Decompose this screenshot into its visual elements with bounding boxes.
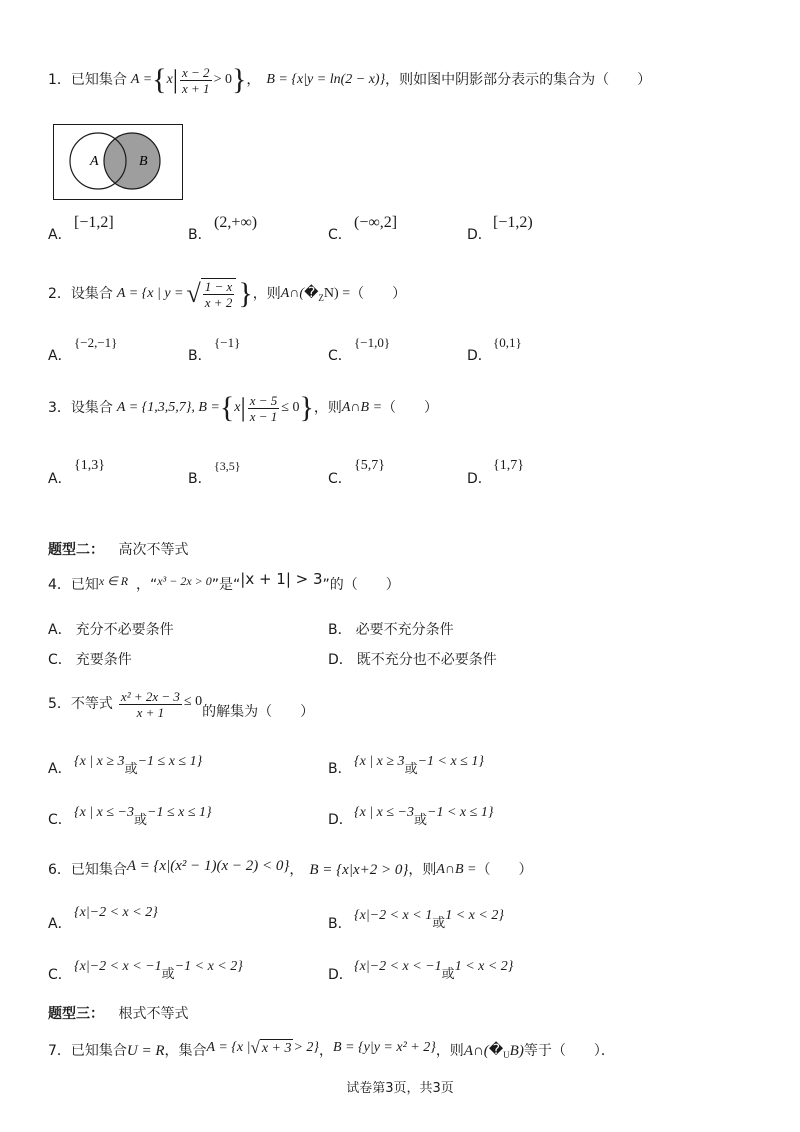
q4-number: 4． xyxy=(48,577,71,593)
q7-line xyxy=(48,1036,615,1066)
q3-number: 3． xyxy=(48,400,71,416)
q4-sep: ， xyxy=(136,577,151,593)
section-2-heading xyxy=(48,541,188,559)
q1-prefix: 已知集合 xyxy=(70,72,127,88)
q1-opt-d-label: D． xyxy=(467,227,492,243)
q2-prefix: 设集合 xyxy=(70,286,113,302)
section-3-name: 根式不等式 xyxy=(118,1006,189,1022)
q1-opt-c-value: (−∞,2] xyxy=(354,214,398,231)
q7-setA-post: > 2} xyxy=(293,1040,320,1055)
q1-setA-var: x xyxy=(166,72,173,87)
q2-opt-a-label: A． xyxy=(48,348,72,364)
venn-label-a: A xyxy=(90,154,99,169)
q7-garbled: � xyxy=(488,1043,504,1058)
page-footer: 试卷第3页，共3页 xyxy=(346,1081,454,1096)
q1-opt-b-value: (2,+∞) xyxy=(214,214,258,231)
venn-label-b: B xyxy=(139,154,148,169)
q5-post: 的解集为（ ） xyxy=(202,704,315,720)
q6-setA: A = {x|(x² − 1)(x − 2) < 0} xyxy=(126,858,290,874)
section-3-title: 题型三： xyxy=(48,1006,104,1022)
q1-line: 1． 已知集合 A = { x | $\frac{x - 2}{x + 1}$ > 0 } ， B = {x|y = ln(2 − x)} ，则如图中阴影部分表示的集合为（ ） xyxy=(48,63,652,96)
q2-sub: Z xyxy=(318,293,324,303)
q4-post: ”的（ ） xyxy=(322,577,400,593)
q7-sub: U xyxy=(503,1050,510,1060)
q3-fraction: $\frac{x - 5}{x - 1}$ xyxy=(249,392,278,424)
q1-opt-b-label: B． xyxy=(188,227,212,243)
q2-opt-b-label: B． xyxy=(188,348,212,364)
q6-post-mid: ，则 xyxy=(408,862,437,878)
q6-setB: B = {x|x+2 > 0} xyxy=(309,862,409,878)
q1-post: ，则如图中阴影部分表示的集合为（ ） xyxy=(385,72,652,88)
q1-opt-c-label: C． xyxy=(328,227,352,243)
q4-opt-b: B． 必要不充分条件 xyxy=(328,622,454,638)
q4-cond2: |x + 1| > 3 xyxy=(240,570,323,588)
q4-prefix: 已知 xyxy=(70,577,99,593)
q5-opt-b-value: {x | x ≥ 3或−1 < x ≤ 1} xyxy=(354,754,484,777)
q2-setA-lhs: A = {x | y = xyxy=(116,286,184,301)
q2-garbled: � xyxy=(304,286,319,301)
q2-close-brace: } xyxy=(238,277,253,310)
q2-opt-d-value: {0,1} xyxy=(493,335,522,350)
q6-opt-b-label: B． xyxy=(328,916,352,932)
q5-prefix: 不等式 xyxy=(70,696,113,712)
q5-opt-c-label: C． xyxy=(48,812,72,828)
q3-post: （ ） xyxy=(382,400,439,416)
q1-opt-a-value: [−1,2] xyxy=(74,214,114,231)
q5-fraction: $\frac{\text{x² + 2x − 3}}{x + 1}$ xyxy=(120,688,180,720)
q7-sep: ， xyxy=(319,1043,334,1059)
q2-opt-a-value: {−2,−1} xyxy=(74,335,118,350)
section-2-name: 高次不等式 xyxy=(118,542,189,558)
q5-number: 5． xyxy=(48,696,71,712)
q6-expr: A∩B = xyxy=(436,862,477,877)
q3-opt-d-value: {1,7} xyxy=(493,458,524,473)
q7-post-mid: ，则 xyxy=(435,1043,464,1059)
q2-post: （ ） xyxy=(350,286,407,302)
q3-opt-d-label: D． xyxy=(467,471,492,487)
q4-opt-d: D． 既不充分也不必要条件 xyxy=(328,652,497,668)
q7-number: 7． xyxy=(48,1043,71,1059)
q4-line xyxy=(48,570,400,600)
venn-diagram xyxy=(53,124,183,200)
q3-post-mid: ，则 xyxy=(313,400,342,416)
q5-opt-b-label: B． xyxy=(328,761,352,777)
q2-line xyxy=(48,274,406,314)
q3-opt-b-label: B． xyxy=(188,471,212,487)
q2-sqrt-fraction: $\frac{1 - x}{x + 2}$ xyxy=(201,278,237,310)
q7-sqrt-sign: √ xyxy=(250,1038,260,1057)
q1-opt-d-value: [−1,2) xyxy=(493,214,533,231)
q7-mid: ，集合 xyxy=(164,1043,207,1059)
q6-opt-c-value: {x|−2 < x < −1或−1 < x < 2} xyxy=(74,959,243,982)
q7-setB: B = {y|y = x² + 2} xyxy=(333,1040,436,1055)
q1-setA-rel: > 0 xyxy=(213,72,232,87)
q6-opt-a-value: {x|−2 < x < 2} xyxy=(74,905,158,920)
q1-setA-lhs: A = xyxy=(130,72,153,87)
q1-setA-fraction: $\frac{x - 2}{x + 1}$ xyxy=(182,64,210,96)
q3-setA: A = {1,3,5,7}, B = xyxy=(116,400,220,415)
q5-opt-c-value: {x | x ≤ −3或−1 ≤ x ≤ 1} xyxy=(74,805,212,828)
q5-opt-a-label: A． xyxy=(48,761,72,777)
q2-expr-end: N) = xyxy=(323,286,351,301)
q2-number: 2． xyxy=(48,286,71,302)
q4-opt-c: C． 充要条件 xyxy=(48,652,132,668)
q3-line: 3． 设集合 A = {1,3,5,7}, B = { x | $\frac{x - 5}{x - 1}$ ≤ 0 } ，则 A∩B = （ ） xyxy=(48,391,439,424)
q7-expr: A∩( xyxy=(463,1043,489,1059)
q2-expr: A∩( xyxy=(280,286,305,301)
q6-number: 6． xyxy=(48,862,71,878)
q3-opt-b-value: {3,5} xyxy=(214,459,241,473)
venn-circle-b xyxy=(104,133,160,189)
q3-rel: ≤ 0 xyxy=(281,400,300,415)
q7-sqrt-expr: x + 3 xyxy=(261,1040,292,1056)
q6-prefix: 已知集合 xyxy=(70,862,127,878)
q6-opt-b-value: {x|−2 < x < 1或1 < x < 2} xyxy=(354,908,504,931)
q1-comma: ， xyxy=(246,72,261,88)
q2-sqrt: √ xyxy=(186,279,201,308)
q3-opt-a-value: {1,3} xyxy=(74,458,105,473)
q4-open-quote: “ xyxy=(150,577,158,593)
q2-opt-d-label: D． xyxy=(467,348,492,364)
q7-expr-end: B) xyxy=(509,1043,524,1059)
q6-opt-a-label: A． xyxy=(48,916,72,932)
q3-expr: A∩B = xyxy=(341,400,383,415)
q3-prefix: 设集合 xyxy=(70,400,113,416)
q5-line xyxy=(48,682,314,726)
q4-cond0: x ∈ R xyxy=(98,574,129,588)
q2-post-mid: ，则 xyxy=(252,286,281,302)
q6-opt-d-label: D． xyxy=(328,967,353,983)
section-3-heading xyxy=(48,1005,188,1023)
q5-opt-d-value: {x | x ≤ −3或−1 < x ≤ 1} xyxy=(354,805,494,828)
q1-opt-a-label: A． xyxy=(48,227,72,243)
q6-opt-c-label: C． xyxy=(48,967,72,983)
q5-rel: ≤ 0 xyxy=(183,694,203,709)
q6-opt-d-value: {x|−2 < x < −1或1 < x < 2} xyxy=(354,959,514,982)
q7-post: 等于（ ）． xyxy=(523,1043,615,1059)
q6-sep: ， xyxy=(289,862,304,878)
q1-setB: B = {x|y = ln(2 − x)} xyxy=(266,72,386,87)
q4-opt-a: A． 充分不必要条件 xyxy=(48,622,174,638)
q2-opt-c-label: C． xyxy=(328,348,352,364)
q7-universe: U = R xyxy=(126,1043,165,1059)
q2-opt-c-value: {−1,0} xyxy=(354,335,391,350)
q4-quote-mid: ”是“ xyxy=(211,577,241,593)
q2-opt-b-value: {−1} xyxy=(214,335,241,350)
q1-number: 1． xyxy=(48,72,71,88)
q3-opt-c-label: C． xyxy=(328,471,352,487)
q3-opt-a-label: A． xyxy=(48,471,72,487)
q6-line xyxy=(48,852,533,888)
venn-svg xyxy=(54,125,182,199)
q6-post: （ ） xyxy=(476,862,533,878)
q3-opt-c-value: {5,7} xyxy=(354,458,385,473)
q5-opt-a-value: {x | x ≥ 3或−1 ≤ x ≤ 1} xyxy=(74,754,203,777)
q5-opt-d-label: D． xyxy=(328,812,353,828)
q4-cond1: x³ − 2x > 0 xyxy=(157,574,212,588)
section-2-title: 题型二： xyxy=(48,542,104,558)
q7-setA-pre: A = {x | xyxy=(206,1040,251,1055)
q7-prefix: 已知集合 xyxy=(70,1043,127,1059)
